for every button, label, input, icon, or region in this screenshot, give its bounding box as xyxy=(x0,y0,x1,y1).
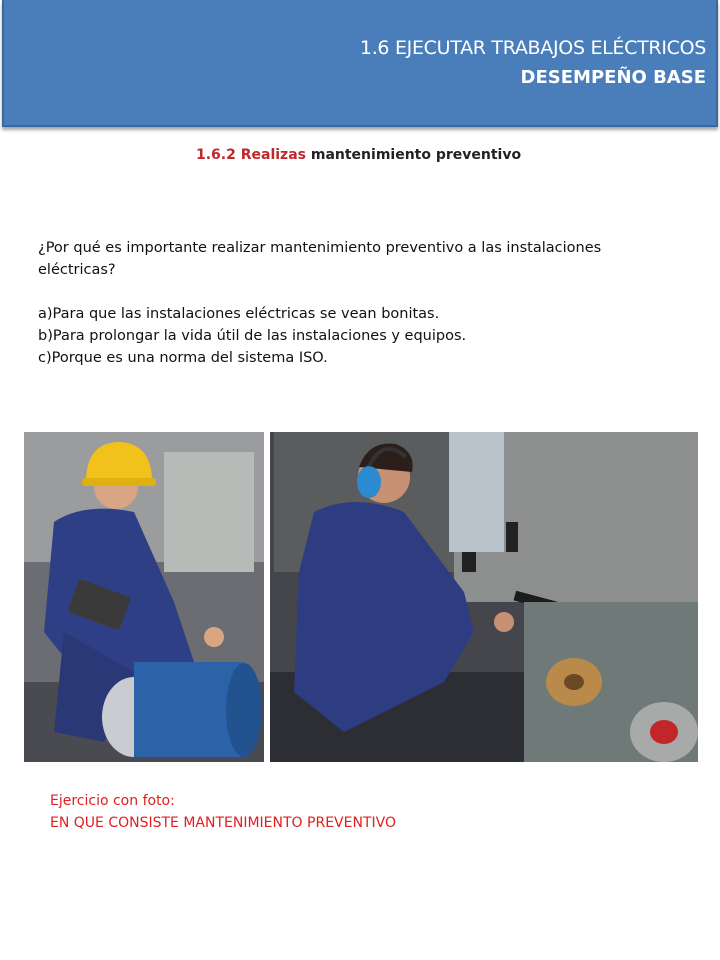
exercise-line-1: Ejercicio con foto: xyxy=(50,793,175,809)
question-block xyxy=(38,237,678,369)
section-heading xyxy=(196,147,521,163)
header-banner xyxy=(2,0,718,127)
exercise-block xyxy=(50,790,396,834)
banner-title: 1.6 EJECUTAR TRABAJOS ELÉCTRICOS xyxy=(359,37,706,59)
maintenance-photo xyxy=(24,432,698,762)
option-b: b)Para prolongar la vida útil de las instalaciones y equipos. xyxy=(38,328,467,344)
banner-subtitle: DESEMPEÑO BASE xyxy=(520,67,706,88)
exercise-line-2: EN QUE CONSISTE MANTENIMIENTO PREVENTIVO xyxy=(50,815,396,831)
section-title: mantenimiento preventivo xyxy=(305,147,522,163)
section-number: 1.6.2 Realizas xyxy=(196,147,306,163)
question-text: ¿Por qué es importante realizar mantenimiento preventivo a las instalaciones eléctricas? xyxy=(38,240,602,278)
option-c: c)Porque es una norma del sistema ISO. xyxy=(38,350,328,366)
option-a: a)Para que las instalaciones eléctricas se vean bonitas. xyxy=(38,306,440,322)
